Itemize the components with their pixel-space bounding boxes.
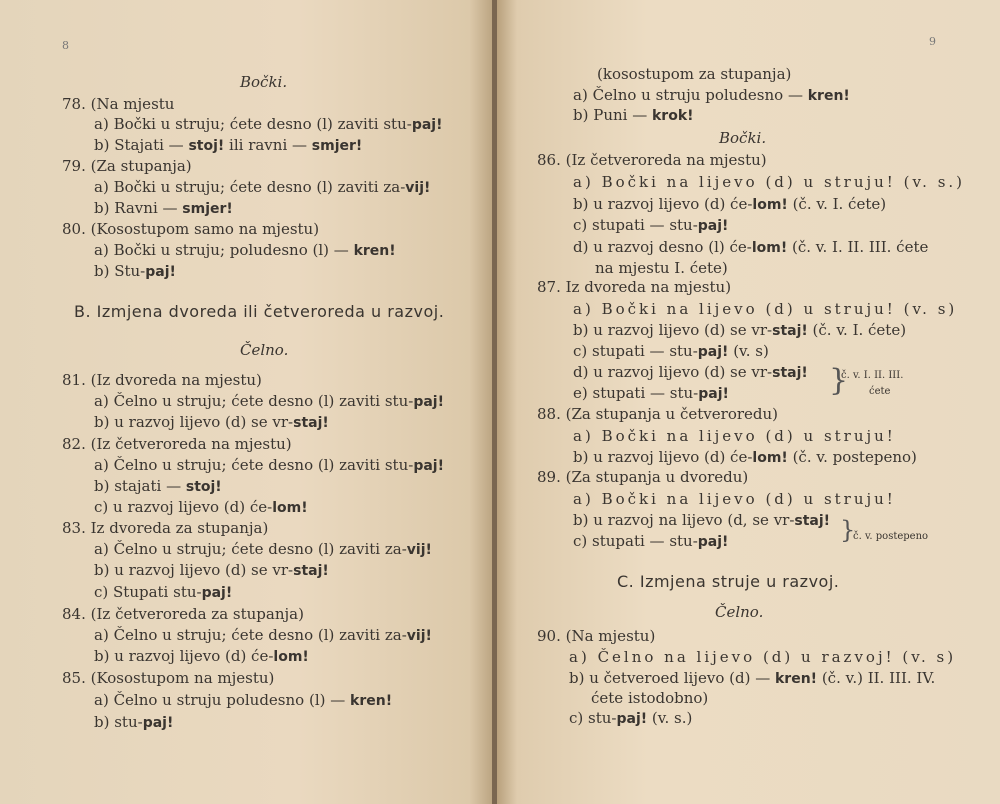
item-88b: b) u razvoj lijevo (d) će-lom! (č. v. postepeno) [573, 448, 917, 466]
item-83: 83. Iz dvoreda za stupanja) [62, 519, 269, 537]
item-90: 90. (Na mjestu) [537, 627, 656, 645]
item-81a: a) Čelno u struju; ćete desno (l) zaviti stu-paj! [94, 392, 444, 410]
item-84b: b) u razvoj lijevo (d) će-lom! [94, 647, 309, 665]
item-83a: a) Čelno u struju; ćete desno (l) zaviti za-vij! [94, 540, 432, 558]
item-86d: d) u razvoj desno (l) će-lom! (č. v. I. II. III. ćete [573, 238, 929, 256]
item-84: 84. (Iz četveroreda za stupanja) [62, 605, 304, 623]
item-85: 85. (Kosostupom na mjestu) [62, 669, 275, 687]
section-b-title: B. Izmjena dvoreda ili četveroreda u razvoj. [74, 302, 445, 321]
item-85b: b) stu-paj! [94, 713, 174, 731]
brace-note: č. v. I. II. III. [841, 370, 904, 381]
item-85a: a) Čelno u struju poludesno (l) — kren! [94, 691, 393, 709]
item-90b-cont: ćete istodobno) [591, 689, 709, 707]
item-90b: b) u četveroed lijevo (d) — kren! (č. v.) II. III. IV. [569, 669, 936, 687]
item-81b: b) u razvoj lijevo (d) se vr-staj! [94, 413, 329, 431]
brace-icon: } [829, 363, 849, 398]
item-78a: a) Bočki u struju; ćete desno (l) zaviti stu-paj! [94, 115, 443, 133]
heading-bocki: Bočki. [240, 73, 288, 91]
item-82a: a) Čelno u struju; ćete desno (l) zaviti stu-paj! [94, 456, 444, 474]
item-79b: b) Ravni — smjer! [94, 199, 233, 217]
item-87b: b) u razvoj lijevo (d) se vr-staj! (č. v. I. ćete) [573, 321, 907, 339]
item-83b: b) u razvoj lijevo (d) se vr-staj! [94, 561, 329, 579]
item-83c: c) Stupati stu-paj! [94, 583, 233, 601]
left-page [0, 0, 494, 804]
heading-celno: Čelno. [715, 603, 764, 621]
item-87: 87. Iz dvoreda na mjestu) [537, 278, 732, 296]
item-86c: c) stupati — stu-paj! [573, 216, 729, 234]
item-80: 80. (Kosostupom samo na mjestu) [62, 220, 320, 238]
item-87e: e) stupati — stu-paj! [573, 384, 729, 402]
item-r-a: a) Čelno u struju poludesno — kren! [573, 86, 850, 104]
item-87c: c) stupati — stu-paj! (v. s) [573, 342, 769, 360]
section-c-title: C. Izmjena struje u razvoj. [617, 572, 840, 591]
item-89c: c) stupati — stu-paj! [573, 532, 729, 550]
right-page [497, 0, 1000, 804]
item-89: 89. (Za stupanja u dvoredu) [537, 468, 749, 486]
item-82b: b) stajati — stoj! [94, 477, 222, 495]
item-82: 82. (Iz četveroreda na mjestu) [62, 435, 292, 453]
brace-note-cont: ćete [869, 386, 891, 397]
page-number: 8 [62, 39, 69, 52]
line-kosostupom: (kosostupom za stupanja) [597, 65, 792, 83]
item-79: 79. (Za stupanja) [62, 157, 192, 175]
item-78b: b) Stajati — stoj! ili ravni — smjer! [94, 136, 363, 154]
item-80a: a) Bočki u struju; poludesno (l) — kren! [94, 241, 396, 259]
page-number: 9 [929, 35, 936, 48]
item-89a: a) Bočki na lijevo (d) u struju! [573, 490, 896, 508]
item-82c: c) u razvoj lijevo (d) će-lom! [94, 498, 308, 516]
item-78: 78. (Na mjestu [62, 95, 175, 113]
item-90c: c) stu-paj! (v. s.) [569, 709, 693, 727]
item-89b: b) u razvoj na lijevo (d, se vr-staj! [573, 511, 831, 529]
item-88a: a) Bočki na lijevo (d) u struju! [573, 427, 896, 445]
heading-bocki: Bočki. [719, 129, 767, 147]
item-88: 88. (Za stupanja u četveroredu) [537, 405, 779, 423]
item-86b: b) u razvoj lijevo (d) će-lom! (č. v. I. ćete) [573, 195, 887, 213]
item-81: 81. (Iz dvoreda na mjestu) [62, 371, 262, 389]
item-79a: a) Bočki u struju; ćete desno (l) zaviti za-vij! [94, 178, 431, 196]
item-r-b: b) Puni — krok! [573, 106, 694, 124]
brace-icon: } [840, 516, 856, 544]
item-87d: d) u razvoj lijevo (d) se vr-staj! [573, 363, 808, 381]
item-84a: a) Čelno u struju; ćete desno (l) zaviti za-vij! [94, 626, 432, 644]
item-86: 86. (Iz četveroreda na mjestu) [537, 151, 767, 169]
item-80b: b) Stu-paj! [94, 262, 176, 280]
item-87a: a) Bočki na lijevo (d) u struju! (v. s) [573, 300, 958, 318]
item-90a: a) Čelno na lijevo (d) u razvoj! (v. s) [569, 648, 957, 666]
brace-note: č. v. postepeno [853, 531, 929, 542]
heading-celno: Čelno. [240, 341, 289, 359]
item-86a: a) Bočki na lijevo (d) u struju! (v. s.) [573, 173, 966, 191]
item-86d-cont: na mjestu I. ćete) [595, 259, 728, 277]
